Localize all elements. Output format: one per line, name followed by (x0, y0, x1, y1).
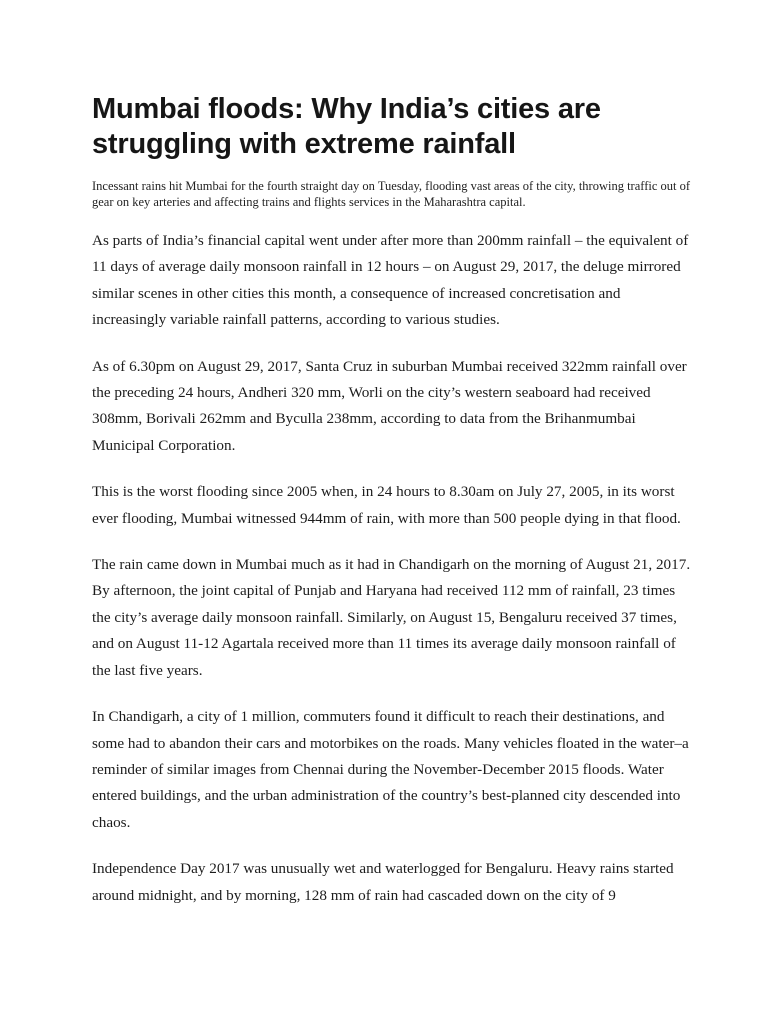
article-paragraph-1: As parts of India’s financial capital went under after more than 200mm rainfall – the equivalent of 11 days of average daily monsoon rainfall in 12 hours – on August 29, 2017, the deluge mirrored similar scenes in other cities this month, a consequence of increased concretisation and increasingly variable rainfall patterns, according to various studies. (92, 232, 689, 329)
article-paragraph-3: This is the worst flooding since 2005 when, in 24 hours to 8.30am on July 27, 2005, in its worst ever flooding, Mumbai witnessed 944mm of rain, with more than 500 people dying in that flood. (92, 483, 681, 527)
article (92, 92, 692, 929)
article-paragraph-6: Independence Day 2017 was unusually wet and waterlogged for Bengaluru. Heavy rains started around midnight, and by morning, 128 mm of rain had cascaded down on the city of 9 (92, 860, 674, 904)
article-paragraph-5: In Chandigarh, a city of 1 million, commuters found it difficult to reach their destinations, and some had to abandon their cars and motorbikes on the roads. Many vehicles floated in the water–a reminder of similar images from Chennai during the November-December 2015 floods. Water entered buildings, and the urban administration of the country’s best-planned city descended into chaos. (92, 708, 689, 831)
article-standfirst: Incessant rains hit Mumbai for the fourth straight day on Tuesday, flooding vast areas of the city, throwing traffic out of gear on key arteries and affecting trains and flights services in the Maharashtra capital. (92, 179, 691, 209)
article-headline: Mumbai floods: Why India’s cities are struggling with extreme rainfall (92, 93, 601, 160)
article-paragraph-4: The rain came down in Mumbai much as it had in Chandigarh on the morning of August 21, 2017. By afternoon, the joint capital of Punjab and Haryana had received 112 mm of rainfall, 23 times the city’s average daily monsoon rainfall. Similarly, on August 15, Bengaluru received 37 times, and on August 11-12 Agartala received more than 11 times its average daily monsoon rainfall of the last five years. (92, 556, 691, 679)
article-paragraph-2: As of 6.30pm on August 29, 2017, Santa Cruz in suburban Mumbai received 322mm rainfall over the preceding 24 hours, Andheri 320 mm, Worli on the city’s western seaboard had received 308mm, Borivali 262mm and Byculla 238mm, according to data from the Brihanmumbai Municipal Corporation. (92, 357, 687, 454)
